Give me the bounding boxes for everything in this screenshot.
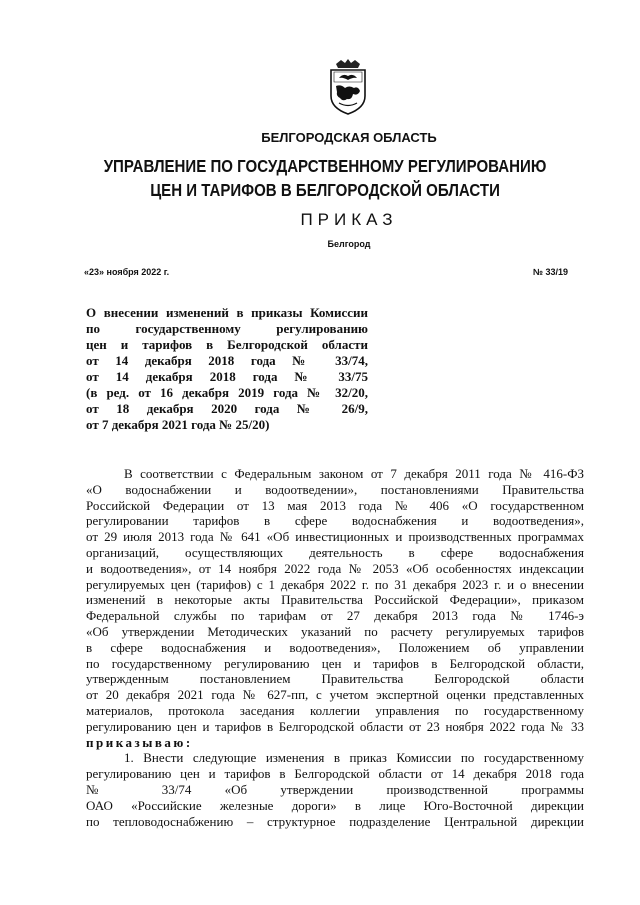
body-line: «О водоснабжении и водоотведении», постановлениями Правительства	[86, 481, 584, 497]
agency-name-line-1: УПРАВЛЕНИЕ ПО ГОСУДАРСТВЕННОМУ РЕГУЛИРОВАНИЮ	[103, 156, 547, 176]
body-line: материалов, протокола заседания коллегии управления по государственному	[86, 702, 584, 718]
body-line: № 33/74 «Об утверждении производственной программы	[86, 781, 584, 797]
body-line: по государственному регулированию цен и тарифов в Белгородской области,	[86, 655, 584, 671]
body-line: по тепловодоснабжению – структурное подразделение Центральной дирекции	[86, 813, 584, 829]
subject-line: (в ред. от 16 декабря 2019 года № 32/20,	[86, 385, 368, 400]
order-keyword: приказываю:	[86, 734, 193, 750]
body-line: от 20 декабря 2021 года № 627-пп, с учетом экспертной оценки представленных	[86, 687, 584, 703]
body-line: Российской Федерации от 13 мая 2013 года № 406 «О государственном	[86, 497, 584, 513]
document-type: ПРИКАЗ	[300, 210, 398, 229]
subject-line: от 14 декабря 2018 года № 33/75	[86, 369, 368, 384]
body-line: ОАО «Российские железные дороги» в лице Юго-Восточной дирекции	[86, 797, 584, 813]
body-line: от 29 июля 2013 года № 641 «Об инвестиционных и производственных программах	[86, 529, 584, 545]
body-line: В соответствии с Федеральным законом от 7 декабря 2011 года № 416-ФЗ	[124, 466, 584, 481]
order-body	[86, 466, 584, 829]
body-line: утвержденным постановлением Правительства Белгородской области	[86, 671, 584, 687]
region-name: БЕЛГОРОДСКАЯ ОБЛАСТЬ	[261, 130, 437, 145]
body-line: и водоотведения», от 14 ноября 2022 года № 2053 «Об особенностях индексации	[86, 560, 584, 576]
subject-line: по государственному регулированию	[86, 321, 368, 336]
subject-line: от 18 декабря 2020 года № 26/9,	[86, 401, 368, 416]
subject-line: от 14 декабря 2018 года № 33/74,	[86, 353, 368, 368]
city-name: Белгород	[327, 239, 371, 249]
body-line: регулированию цен и тарифов в Белгородской области от 14 декабря 2018 года	[86, 766, 584, 782]
order-date: «23» ноября 2022 г.	[84, 267, 170, 277]
body-line: регулируемых цен (тарифов) с 1 декабря 2022 г. по 31 декабря 2023 г. и о внесении	[86, 576, 584, 592]
body-line: изменений в некоторые акты Правительства Российской Федерации», приказом	[86, 592, 584, 608]
subject-line: О внесении изменений в приказы Комиссии	[86, 305, 368, 320]
body-line: Федеральной службы по тарифам от 27 декабря 2013 года № 1746-э	[86, 608, 584, 624]
subject-line: от 7 декабря 2021 года № 25/20)	[86, 417, 270, 432]
body-line: в сфере водоснабжения и водоотведения», Положением об управлении	[86, 639, 584, 655]
body-line: организаций, осуществляющих деятельность в сфере водоснабжения	[86, 544, 584, 560]
agency-name-line-2: ЦЕН И ТАРИФОВ В БЕЛГОРОДСКОЙ ОБЛАСТИ	[150, 180, 500, 200]
subject-line: цен и тарифов в Белгородской области	[86, 337, 368, 352]
agency-name	[50, 154, 600, 202]
order-number: № 33/19	[532, 267, 568, 277]
body-line: 1. Внести следующие изменения в приказ Комиссии по государственному	[124, 750, 584, 766]
body-line: регулировании тарифов в сфере водоснабжения и водоотведения»,	[86, 513, 584, 529]
body-line: регулированию цен и тарифов в Белгородской области от 23 ноября 2022 года № 33	[86, 718, 584, 734]
body-line: «Об утверждении Методических указаний по расчету регулируемых тарифов	[86, 623, 584, 639]
order-subject	[86, 305, 368, 433]
coat-of-arms-emblem	[325, 58, 371, 116]
